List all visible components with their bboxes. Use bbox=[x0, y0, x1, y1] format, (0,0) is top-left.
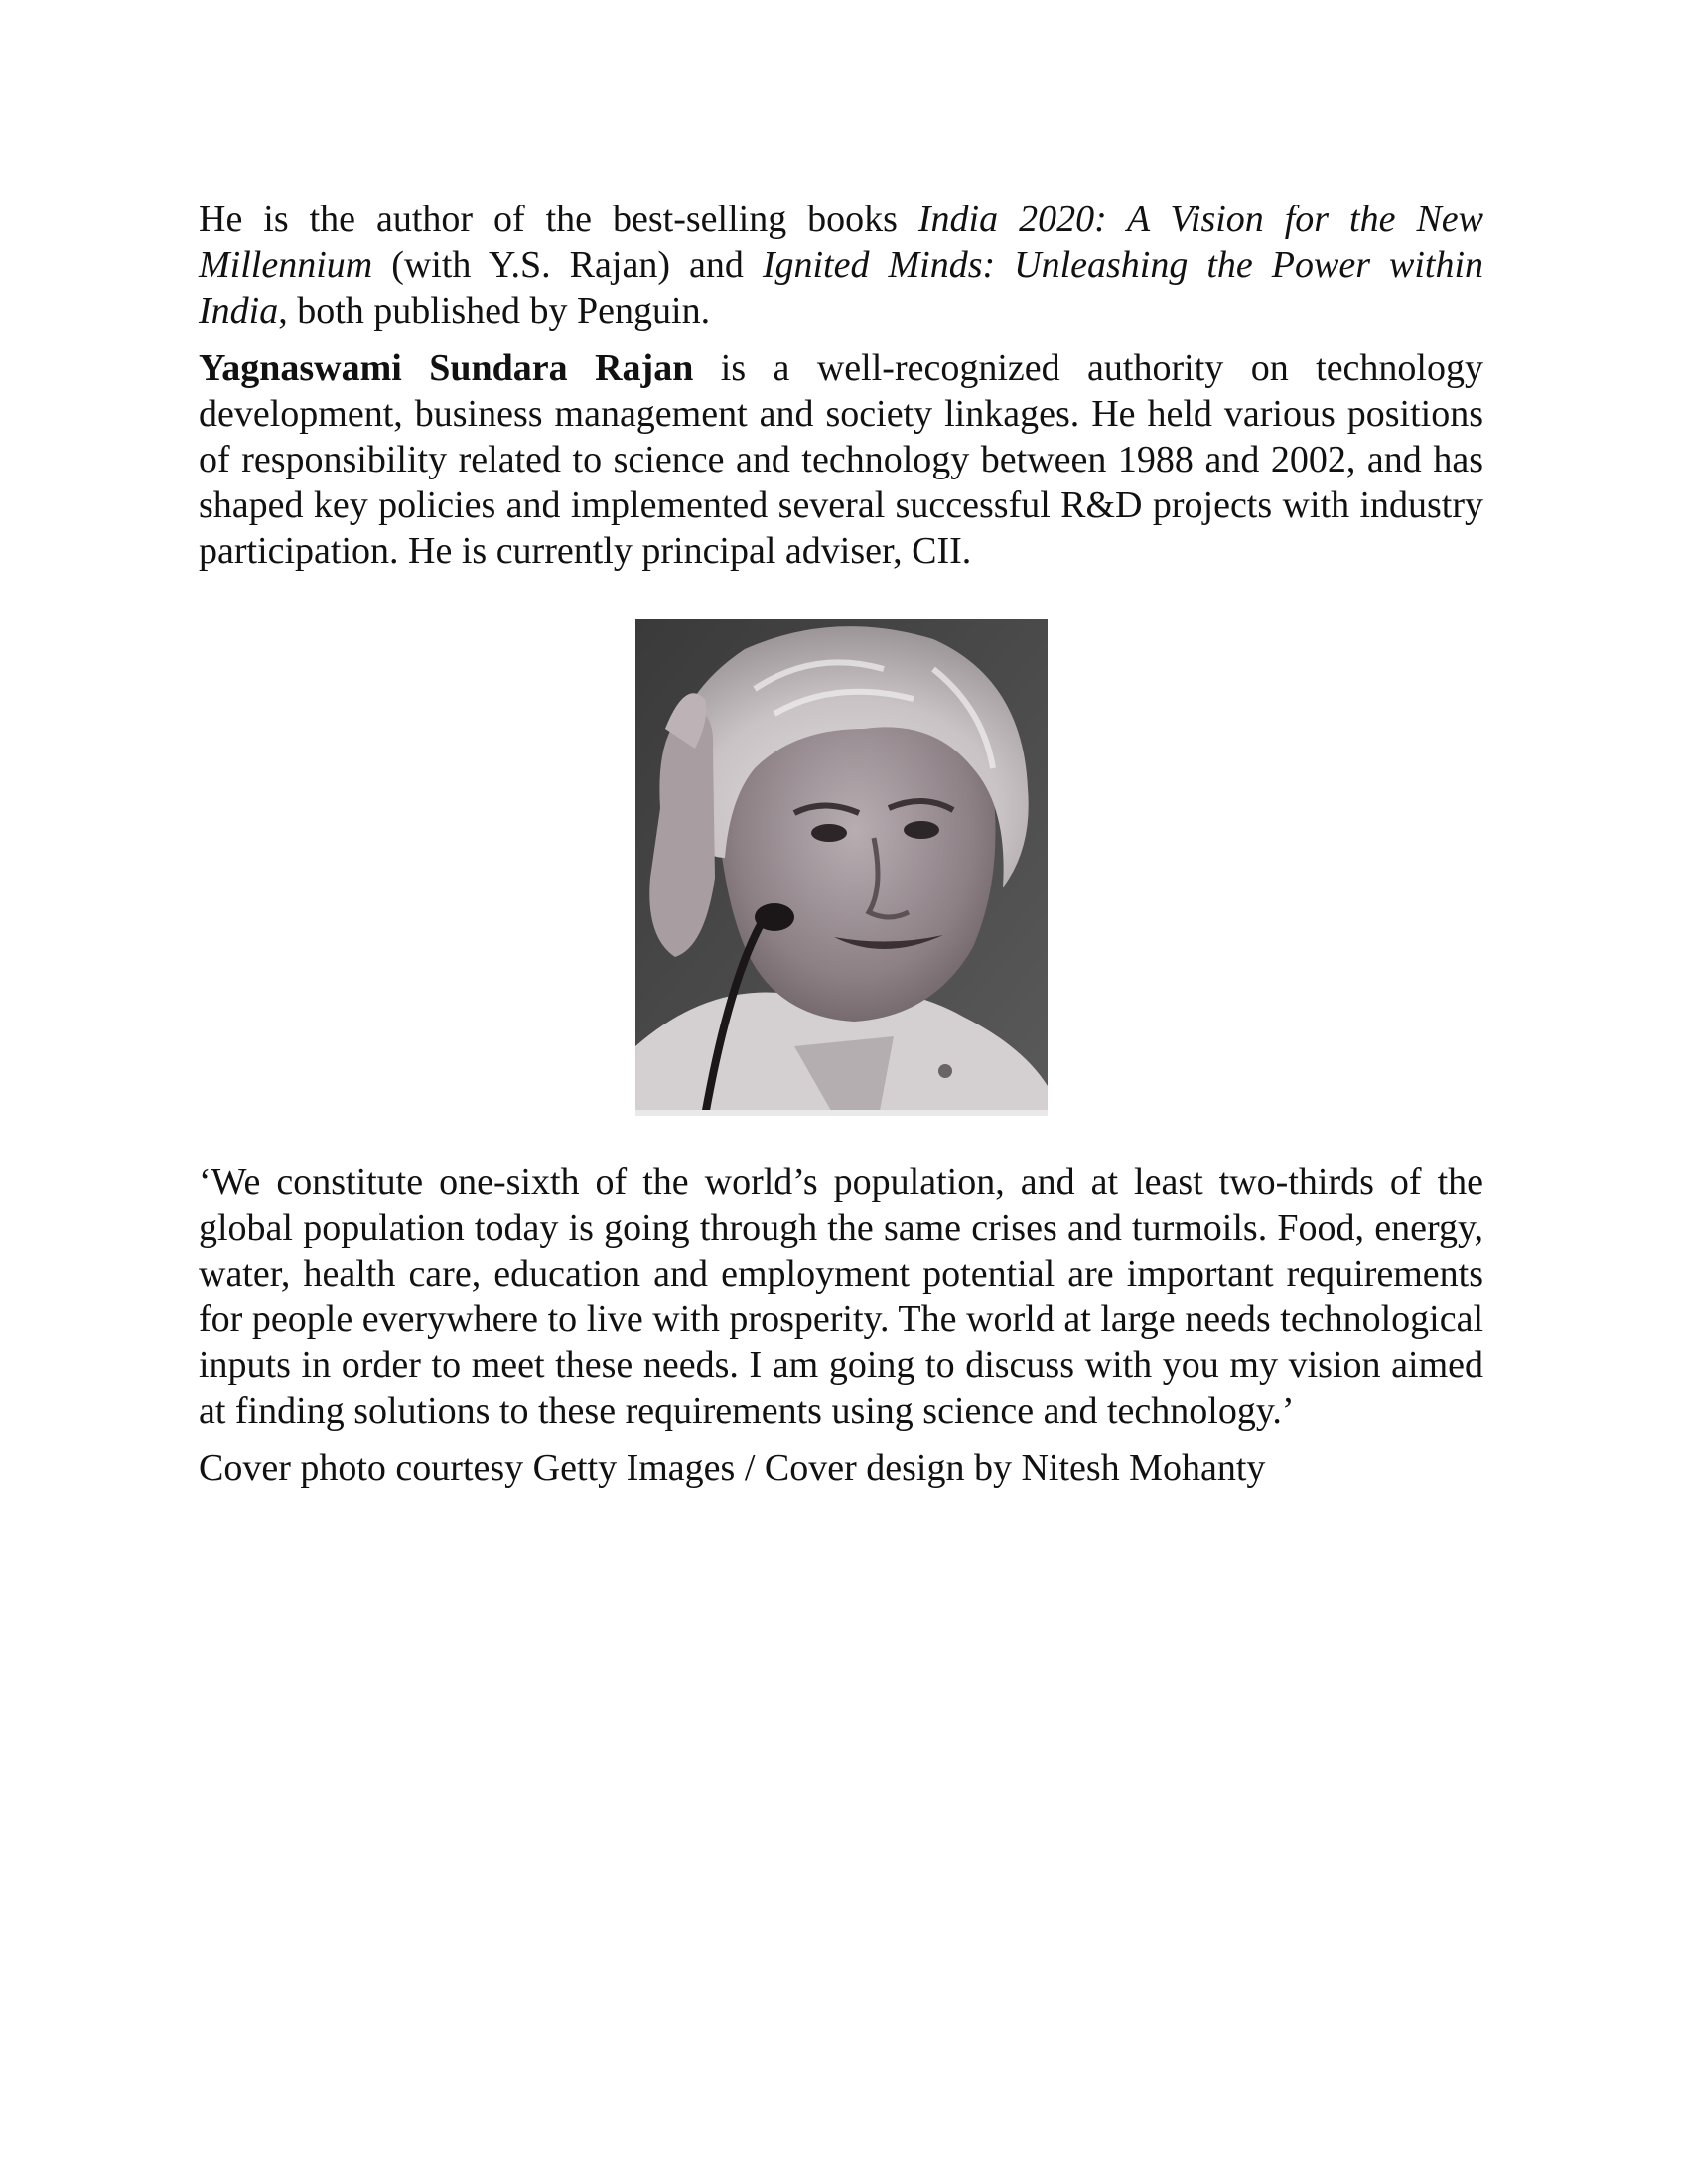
book-title-ignited-minds: Ignited Minds: Unleashing the Power within India bbox=[199, 244, 1483, 332]
cover-credits: Cover photo courtesy Getty Images / Cover design by Nitesh Mohanty bbox=[199, 1447, 1266, 1489]
author-bio-intro: He is the author of the best-selling books bbox=[199, 199, 918, 240]
coauthor-name: Yagnaswami Sundara Rajan bbox=[199, 347, 694, 389]
author-bio-paragraph bbox=[199, 197, 1483, 334]
author-bio-mid: (with Y.S. Rajan) and bbox=[372, 244, 763, 286]
back-cover-page bbox=[199, 197, 1483, 1503]
book-title-india-2020: India 2020: A Vision for the New Millennium bbox=[199, 199, 1483, 286]
author-portrait-photo bbox=[635, 619, 1048, 1116]
author-bio-outro: , both published by Penguin. bbox=[278, 290, 711, 332]
coauthor-bio-paragraph bbox=[199, 345, 1483, 574]
author-photo-container bbox=[199, 619, 1483, 1116]
vision-quote-paragraph: ‘We constitute one-sixth of the world’s population, and at least two-thirds of the global population today is going through the same crises and turmoils. Food, energy, water, health care, education and employment potential are important requirements for people everywhere to live with prosperity. The world at large needs technological inputs in order to meet these needs. I am going to discuss with you my vision aimed at finding solutions to these requirements using science and technology.’ bbox=[199, 1161, 1483, 1432]
coauthor-bio-text: is a well-recognized authority on technology development, business management and society linkages. He held various positions of responsibility related to science and technology between 1988 and 2002, and has shaped key policies and implemented several successful R&D projects with industry participation. He is currently principal adviser, CII. bbox=[199, 347, 1483, 572]
